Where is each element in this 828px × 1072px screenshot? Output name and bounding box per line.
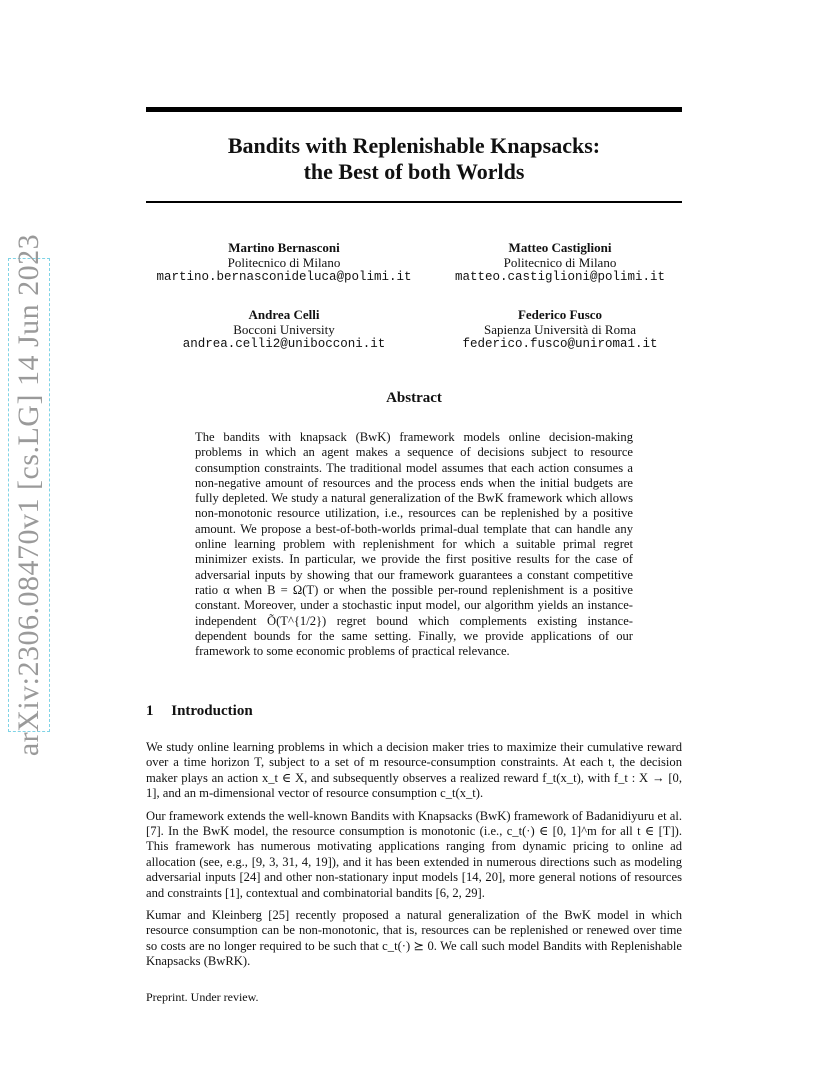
title-line-1: Bandits with Replenishable Knapsacks: bbox=[227, 133, 601, 158]
author-name: Andrea Celli bbox=[248, 307, 320, 322]
author-name: Matteo Castiglioni bbox=[508, 240, 612, 255]
arxiv-watermark bbox=[8, 233, 50, 757]
author-block-1 bbox=[146, 240, 422, 285]
title-bottom-rule bbox=[146, 201, 682, 203]
author-name: Martino Bernasconi bbox=[228, 240, 340, 255]
section-title: Introduction bbox=[171, 703, 253, 719]
abstract-heading: Abstract bbox=[386, 390, 442, 406]
arxiv-identifier: arXiv:2306.08470v1 [cs.LG] 14 Jun 2023 bbox=[12, 233, 45, 757]
author-block-3 bbox=[146, 307, 422, 352]
section-heading bbox=[146, 703, 253, 720]
author-affiliation: Politecnico di Milano bbox=[503, 255, 617, 270]
paper-title bbox=[146, 133, 682, 185]
author-block-4 bbox=[430, 307, 690, 352]
title-line-2: the Best of both Worlds bbox=[303, 159, 525, 184]
author-name: Federico Fusco bbox=[517, 307, 603, 322]
author-email[interactable]: federico.fusco@uniroma1.it bbox=[462, 337, 658, 351]
author-affiliation: Sapienza Università di Roma bbox=[484, 322, 636, 337]
paragraph: Our framework extends the well-known Bandits with Knapsacks (BwK) framework of Badanidiyuru et al. [7]. In the BwK model, the resource consumption is monotonic (i.e., c_t(·) ∈ [0, 1]^m for all t ∈ [T]). This framework has numerous motivating applications ranging from dynamic pricing to online ad allocation (see, e.g., [9, 3, 31, 4, 19]), and it has been extended in numerous directions such as modeling adversarial inputs [24] and other non-stationary input models [14, 20], more general notions of resources and constraints [1], contextual and combinatorial bandits [6, 2, 29]. bbox=[146, 808, 682, 900]
author-email[interactable]: andrea.celli2@unibocconi.it bbox=[182, 337, 386, 351]
section-number: 1 bbox=[146, 703, 154, 719]
section-body bbox=[146, 740, 682, 977]
author-email[interactable]: martino.bernasconideluca@polimi.it bbox=[156, 270, 412, 284]
paragraph: We study online learning problems in which a decision maker tries to maximize their cumulative reward over a time horizon T, subject to a set of m resource-consumption constraints. At each t, the decision maker plays an action x_t ∈ X, and subsequently observes a realized reward f_t(x_t), with f_t : X → [0, 1], and an m-dimensional vector of resource consumption c_t(x_t). bbox=[146, 740, 682, 801]
paragraph: Kumar and Kleinberg [25] recently proposed a natural generalization of the BwK model in which resource consumption can be non-monotonic, that is, resources can be replenished or renewed over time so costs are no longer required to be such that c_t(·) ⪰ 0. We call such model Bandits with Replenishable Knapsacks (BwRK). bbox=[146, 908, 682, 969]
author-email[interactable]: matteo.castiglioni@polimi.it bbox=[454, 270, 666, 284]
author-affiliation: Bocconi University bbox=[233, 322, 335, 337]
author-affiliation: Politecnico di Milano bbox=[227, 255, 341, 270]
preprint-footer: Preprint. Under review. bbox=[146, 990, 259, 1004]
title-top-rule bbox=[146, 107, 682, 112]
author-block-2 bbox=[430, 240, 690, 285]
abstract-text: The bandits with knapsack (BwK) framework models online decision-making problems in which an agent makes a sequence of decisions subject to resource consumption constraints. The traditional model assumes that each action consumes a non-negative amount of resources and the process ends when the initial budgets are fully depleted. We study a natural generalization of the BwK framework which allows non-monotonic resource utilization, i.e., resources can be replenished by a positive amount. We propose a best-of-both-worlds primal-dual template that can handle any online learning problem with replenishment for which a suitable primal regret minimizer exists. In particular, we provide the first positive results for the case of adversarial inputs by showing that our framework guarantees a constant competitive ratio α when B = Ω(T) or when the possible per-round replenishment is a positive constant. Moreover, under a stochastic input model, our algorithm yields an instance-independent Õ(T^{1/2}) regret bound which complements existing instance-dependent bounds for the same setting. Finally, we provide applications of our framework to some economic problems of practical relevance. bbox=[195, 430, 633, 659]
